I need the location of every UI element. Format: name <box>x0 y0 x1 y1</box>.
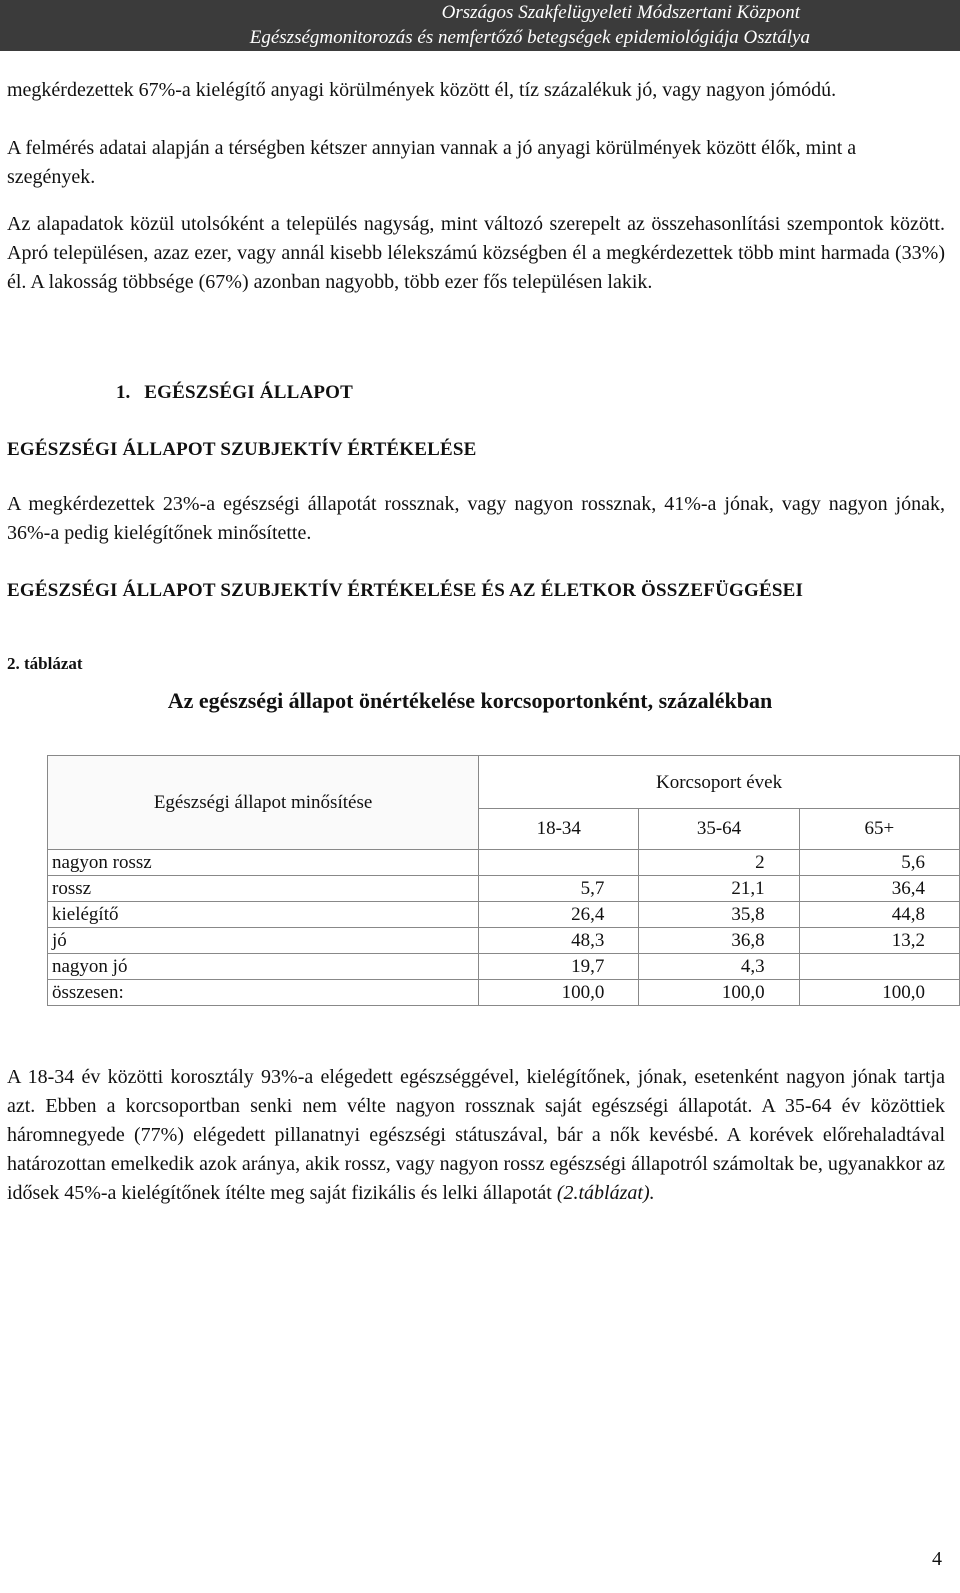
table-row <box>48 850 960 876</box>
paragraph-5 <box>7 1063 945 1208</box>
paragraph-1: megkérdezettek 67%-a kielégítő anyagi körülmények között él, tíz százalékuk jó, vagy nagyon jómódú. <box>7 79 837 101</box>
row-label: nagyon jó <box>48 954 479 980</box>
table-row <box>48 928 960 954</box>
page-number: 4 <box>932 1548 942 1570</box>
row-label: kielégítő <box>48 902 479 928</box>
page-header <box>0 0 960 51</box>
table-row-total <box>48 980 960 1006</box>
table-title: Az egészségi állapot önértékelése korcsoportonként, százalékban <box>167 688 773 713</box>
header-institution: Országos Szakfelügyeleti Módszertani Központ <box>441 2 800 23</box>
section-heading <box>116 382 353 404</box>
row-label: nagyon rossz <box>48 850 479 876</box>
table-cell <box>479 850 639 876</box>
paragraph-5-text: A 18-34 év közötti korosztály 93%-a elégedett egészséggével, kielégítőnek, jónak, esetenként nagyon jónak tartja azt. Ebben a korcsoportban senki nem vélte nagyon rossznak saját egészségi állapotát. A 35-64 év közöttiek háromnegyede (77%) elégedett pillanatnyi egészségi státuszával, bár a nők kevésbé. A korévek előrehaladtával határozottan emelkedik azok aránya, akik rossz, vagy nagyon rossz egészségi állapotról számoltak be, ugyanakkor az idősek 45%-a kielégítőnek ítélte meg saját fizikális és lelki állapotát <box>7 1066 945 1204</box>
subheading-1 <box>7 439 476 461</box>
column-header: 18-34 <box>479 809 639 850</box>
table-cell <box>799 954 959 980</box>
table-header-row <box>48 756 960 809</box>
row-header-cell: Egészségi állapot minősítése <box>48 756 479 850</box>
subheading-1-text: EGÉSZSÉGI ÁLLAPOT SZUBJEKTÍV ÉRTÉKELÉSE <box>7 439 477 460</box>
header-department: Egészségmonitorozás és nemfertőző betegségek epidemiológiája Osztálya <box>249 27 810 48</box>
table-cell: 100,0 <box>479 980 639 1006</box>
table-cell: 44,8 <box>799 902 959 928</box>
group-header-cell: Korcsoport évek <box>479 756 960 809</box>
table-cell: 5,6 <box>799 850 959 876</box>
table-row <box>48 876 960 902</box>
column-header: 65+ <box>799 809 959 850</box>
row-label: jó <box>48 928 479 954</box>
subheading-2 <box>7 580 803 602</box>
table-reference: (2.táblázat). <box>556 1182 655 1204</box>
table-row <box>48 954 960 980</box>
table-cell: 2 <box>639 850 799 876</box>
row-label: rossz <box>48 876 479 902</box>
table-cell: 36,4 <box>799 876 959 902</box>
table-cell: 36,8 <box>639 928 799 954</box>
column-header: 35-64 <box>639 809 799 850</box>
paragraph-2: A felmérés adatai alapján a térségben kétszer annyian vannak a jó anyagi körülmények között élők, mint a szegények. <box>7 137 857 188</box>
table-cell: 13,2 <box>799 928 959 954</box>
table-cell: 100,0 <box>799 980 959 1006</box>
paragraph-3: Az alapadatok közül utolsóként a település nagyság, mint változó szerepelt az összehasonlítási szempontok között. Apró településen, azaz ezer, vagy annál kisebb lélekszámú községben él a megkérdezettek több mint harmada (33%) él. A lakosság többsége (67%) azonban nagyobb, több ezer fős településen lakik. <box>7 213 945 293</box>
row-label: összesen: <box>48 980 479 1006</box>
table-cell: 19,7 <box>479 954 639 980</box>
table-cell: 4,3 <box>639 954 799 980</box>
table-cell: 100,0 <box>639 980 799 1006</box>
table-cell: 5,7 <box>479 876 639 902</box>
section-number: 1. <box>116 382 131 403</box>
paragraph-4: A megkérdezettek 23%-a egészségi állapotát rossznak, vagy nagyon rossznak, 41%-a jónak, vagy nagyon jónak, 36%-a pedig kielégítőnek minősítette. <box>7 493 945 544</box>
table-cell: 35,8 <box>639 902 799 928</box>
table-cell: 48,3 <box>479 928 639 954</box>
section-title: EGÉSZSÉGI ÁLLAPOT <box>144 382 354 403</box>
table-cell: 26,4 <box>479 902 639 928</box>
subheading-2-text: EGÉSZSÉGI ÁLLAPOT SZUBJEKTÍV ÉRTÉKELÉSE ÉS AZ ÉLETKOR ÖSSZEFÜGGÉSEI <box>7 580 804 601</box>
table-label: 2. táblázat <box>7 654 83 673</box>
table-cell: 21,1 <box>639 876 799 902</box>
health-status-table <box>47 755 960 1006</box>
table-row <box>48 902 960 928</box>
